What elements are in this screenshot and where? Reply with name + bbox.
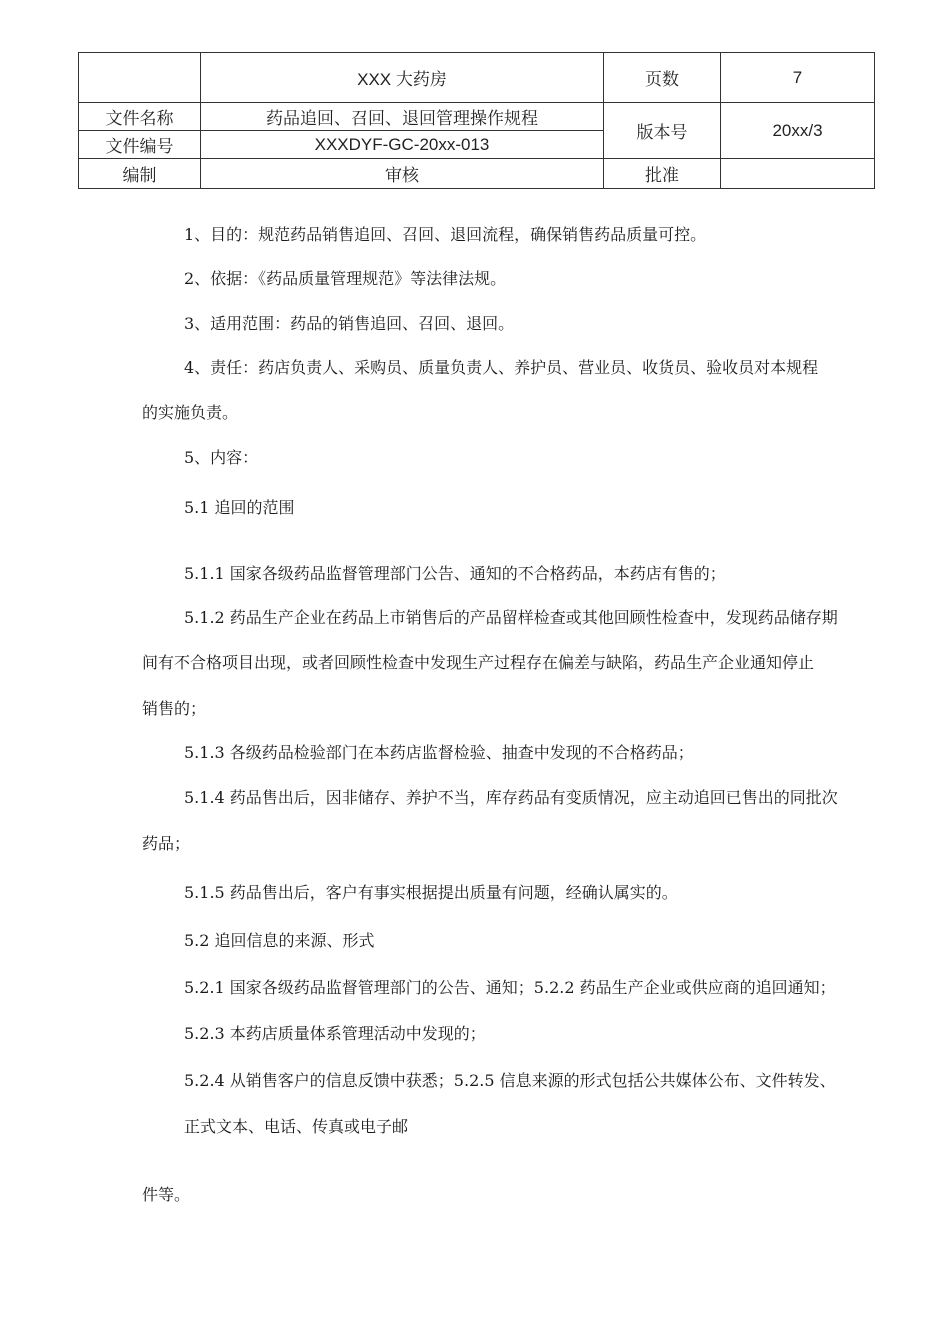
compiled-label: 编制 xyxy=(79,159,201,189)
paragraph-responsibility: 4、责任：药店负责人、采购员、质量负责人、养护员、营业员、收货员、验收员对本规程 xyxy=(184,358,819,377)
pages-label: 页数 xyxy=(604,53,721,103)
pages-value: 7 xyxy=(721,53,875,103)
paragraph-responsibility-cont: 的实施负责。 xyxy=(142,403,239,422)
version-value: 20xx/3 xyxy=(721,103,875,159)
approve-value-cell xyxy=(721,159,875,189)
company-name: XXX 大药房 xyxy=(201,53,604,103)
paragraph-scope: 3、适用范围：药品的销售追回、召回、退回。 xyxy=(184,314,515,333)
item-5-1-1: 5.1.1 国家各级药品监督管理部门公告、通知的不合格药品，本药店有售的； xyxy=(184,564,726,583)
section-heading-5-1: 5.1 追回的范围 xyxy=(184,498,295,517)
document-header-table xyxy=(78,52,875,189)
file-name-label: 文件名称 xyxy=(79,103,201,131)
file-name-value: 药品追回、召回、退回管理操作规程 xyxy=(201,103,604,131)
item-5-2-4: 5.2.4 从销售客户的信息反馈中获悉；5.2.5 信息来源的形式包括公共媒体公布、文件转发、 xyxy=(184,1071,836,1090)
item-5-2-4-cont: 正式文本、电话、传真或电子邮 xyxy=(184,1117,409,1136)
item-5-2-4-cont2: 件等。 xyxy=(142,1185,191,1204)
item-5-2-3: 5.2.3 本药店质量体系管理活动中发现的； xyxy=(184,1024,486,1043)
version-label: 版本号 xyxy=(604,103,721,159)
item-5-1-4: 5.1.4 药品售出后，因非储存、养护不当，库存药品有变质情况，应主动追回已售出的同批次 xyxy=(184,788,838,807)
item-5-1-3: 5.1.3 各级药品检验部门在本药店监督检验、抽查中发现的不合格药品； xyxy=(184,743,694,762)
paragraph-content-heading: 5、内容： xyxy=(184,448,259,467)
section-heading-5-2: 5.2 追回信息的来源、形式 xyxy=(184,931,375,950)
paragraph-basis: 2、依据：《药品质量管理规范》等法律法规。 xyxy=(184,269,507,288)
item-5-2-1: 5.2.1 国家各级药品监督管理部门的公告、通知；5.2.2 药品生产企业或供应商的追回通知； xyxy=(184,978,836,997)
file-no-label: 文件编号 xyxy=(79,131,201,159)
file-no-value: XXXDYF-GC-20xx-013 xyxy=(201,131,604,159)
approve-label: 批准 xyxy=(604,159,721,189)
item-5-1-4-cont: 药品； xyxy=(142,834,191,853)
review-label: 审核 xyxy=(201,159,604,189)
item-5-1-5: 5.1.5 药品售出后，客户有事实根据提出质量有问题，经确认属实的。 xyxy=(184,883,678,902)
item-5-1-2-cont2: 销售的； xyxy=(142,699,207,718)
paragraph-purpose: 1、目的：规范药品销售追回、召回、退回流程，确保销售药品质量可控。 xyxy=(184,225,707,244)
header-blank-cell xyxy=(79,53,201,103)
item-5-1-2-cont: 间有不合格项目出现，或者回顾性检查中发现生产过程存在偏差与缺陷，药品生产企业通知停止 xyxy=(142,653,815,672)
item-5-1-2: 5.1.2 药品生产企业在药品上市销售后的产品留样检查或其他回顾性检查中，发现药品储存期 xyxy=(184,608,838,627)
